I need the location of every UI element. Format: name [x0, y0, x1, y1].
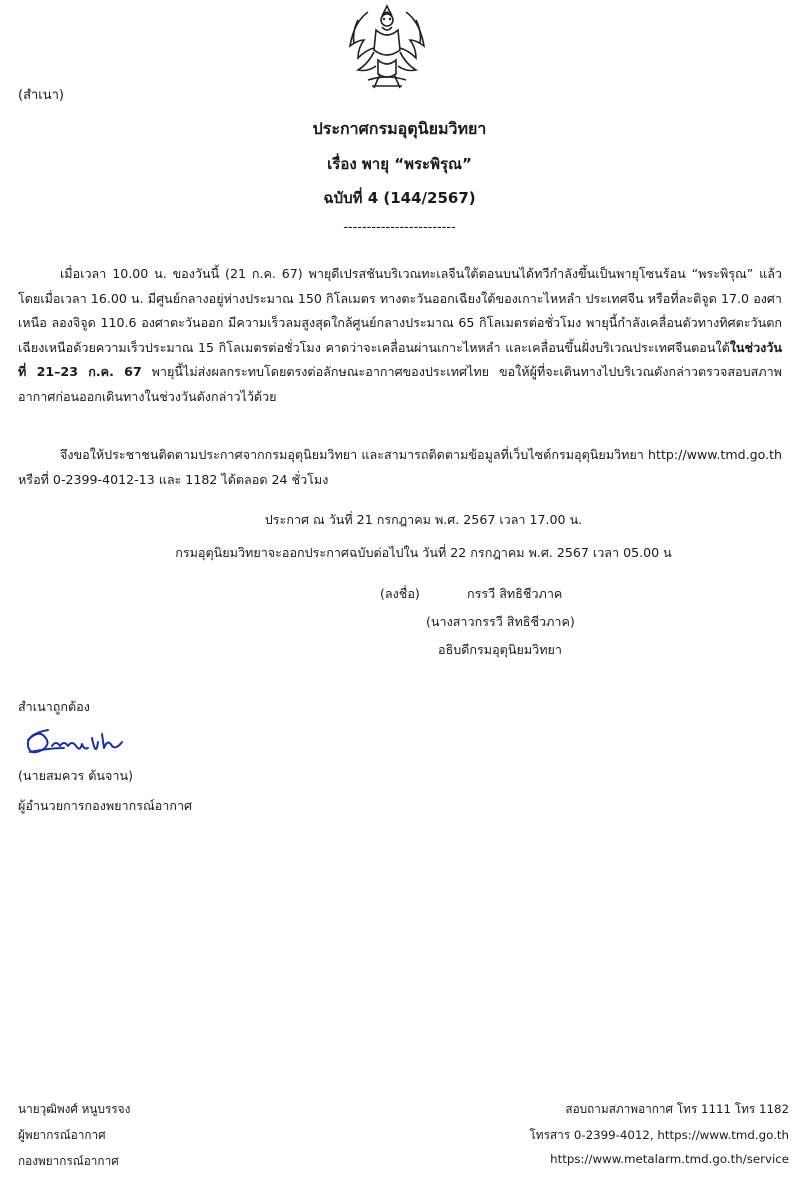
document-title: ประกาศกรมอุตุนิยมวิทยา — [312, 119, 487, 138]
paragraph-storm-text-end: พายุนี้ไม่ส่งผลกระทบโดยตรงต่อลักษณะอากาศของประเทศไทย ขอให้ผู้ที่จะเดินทางไปบริเวณดังกล่าวตรวจสอบสภาพอากาศก่อนออกเดินทางในช่วงวันดังกล่าวไว้ด้วย — [18, 364, 782, 404]
copy-label: (สำเนา) — [18, 88, 65, 103]
title-divider: ------------------------ — [343, 220, 456, 235]
paragraph-follow-info — [18, 443, 782, 492]
signer-title: อธิบดีกรมอุตุนิยมวิทยา — [438, 642, 562, 657]
footer-forecaster-role: ผู้พยากรณ์อากาศ — [18, 1128, 106, 1142]
paragraph-storm-text: เมื่อเวลา 10.00 น. ของวันนี้ (21 ก.ค. 67) พายุดีเปรสชันบริเวณทะเลจีนใต้ตอนบนได้ทวีกำลังขึ้นเป็นพายุโซนร้อน “พระพิรุณ” แล้ว โดยเมื่อเวลา 16.00 น. มีศูนย์กลางอยู่ห่างประมาณ 150 กิโลเมตร ทางตะวันออกเฉียงใต้ของเกาะไหหลำ ประเทศจีน หรือที่ละติจูด 17.0 องศาเหนือ ลองจิจูด 110.6 องศาตะวันออก มีความเร็วลมสูงสุดใกล้ศูนย์กลางประมาณ 65 กิโลเมตรต่อชั่วโมง พายุนี้กำลังเคลื่อนตัวทางทิศตะวันตกเฉียงเหนือด้วยความเร็วประมาณ 15 กิโลเมตรต่อชั่วโมง คาดว่าจะเคลื่อนผ่านเกาะไหหลำ และเคลื่อนขึ้นฝั่งบริเวณประเทศจีนตอนใต้ — [18, 266, 782, 355]
footer-phone-contact: สอบถามสภาพอากาศ โทร 1111 โทร 1182 — [565, 1102, 789, 1116]
footer-division: กองพยากรณ์อากาศ — [18, 1154, 119, 1168]
footer-forecaster-name: นายวุฒิพงศ์ หนูบรรจง — [18, 1102, 131, 1116]
footer-service-link[interactable]: https://www.metalarm.tmd.go.th/service — [550, 1152, 789, 1166]
paragraph-storm-bold-dates: ในช่วงวันที่ 21–23 ก.ค. 67 — [18, 339, 782, 380]
handwritten-signature-icon — [18, 720, 128, 764]
paragraph-storm-details — [18, 262, 782, 410]
signer-name: กรรวี สิทธิชีวภาค — [467, 586, 563, 601]
certifier-name: (นายสมควร ต้นจาน) — [18, 768, 133, 783]
certifier-title: ผู้อำนวยการกองพยากรณ์อากาศ — [18, 798, 193, 813]
signer-full-name: (นางสาวกรรวี สิทธิชีวภาค) — [426, 614, 575, 629]
document-subject: เรื่อง พายุ “พระพิรุณ” — [327, 155, 472, 173]
next-issue-note: กรมอุตุนิยมวิทยาจะออกประกาศฉบับต่อไปใน วันที่ 22 กรกฎาคม พ.ศ. 2567 เวลา 05.00 น — [175, 545, 672, 560]
garuda-emblem-icon — [338, 0, 436, 95]
footer-fax-website: โทรสาร 0-2399-4012, https://www.tmd.go.th — [529, 1128, 789, 1142]
signed-label: (ลงชื่อ) — [380, 586, 420, 601]
document-issue-number: ฉบับที่ 4 (144/2567) — [323, 189, 476, 207]
announced-date: ประกาศ ณ วันที่ 21 กรกฎาคม พ.ศ. 2567 เวลา 17.00 น. — [264, 512, 583, 527]
certified-copy-label: สำเนาถูกต้อง — [18, 699, 90, 714]
paragraph-follow-text: จึงขอให้ประชาชนติดตามประกาศจากกรมอุตุนิยมวิทยา และสามารถติดตามข้อมูลที่เว็บไซต์กรมอุตุนิยมวิทยา http://www.tmd.go.th หรือที่ 0-2399-4012-13 และ 1182 ได้ตลอด 24 ชั่วโมง — [18, 447, 782, 487]
